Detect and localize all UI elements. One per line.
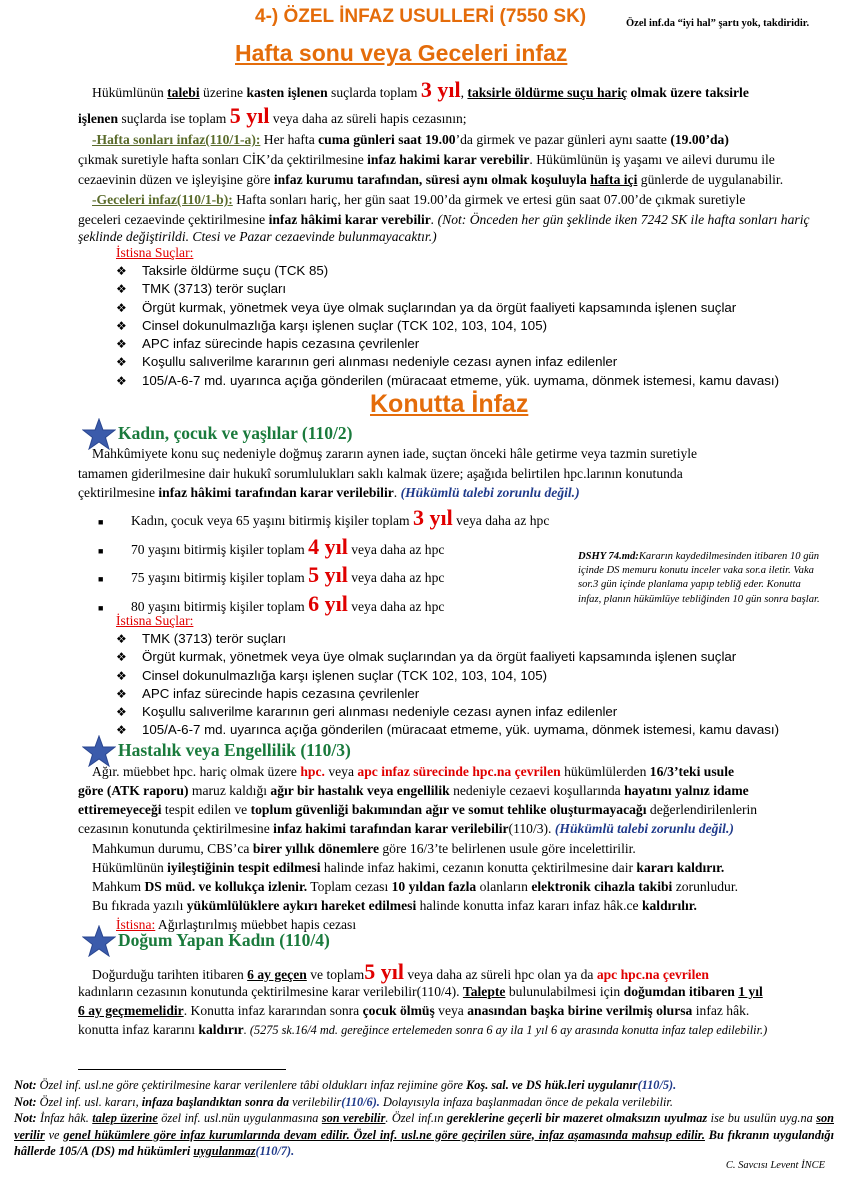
birth-line2: kadınların cezasının konutunda çektirilmesine karar verilebilir(110/4). Talepte bulunulabilmesi için doğumdan itibaren 1 yıl xyxy=(78,984,763,999)
list-item: ❖ Cinsel dokunulmazlığa karşı işlenen suçlar (TCK 102, 103, 104, 105) xyxy=(116,317,548,333)
weekend-rule-line3: cezaevinin düzen ve işleyişine göre infaz kurumu tarafından, süresi aynı olmak koşuluyla hafta içi günlerde de uygulanabilir. xyxy=(78,172,784,187)
illness-line6: Hükümlünün iyileştiğinin tespit edilmesi halinde infaz hakimi, cezanın konutta çektirilmesine dair kararı kaldırır. xyxy=(92,860,725,875)
footnotes xyxy=(14,1077,834,1160)
weekend-rule-line2: çıkmak suretiyle hafta sonları CİK’da çektirilmesine infaz hakimi karar verebilir. Hükümlünün iş yaşamı ve ailevi durumu ile xyxy=(78,152,775,167)
note-3: Not: İnfaz hâk. talep üzerine özel inf. usl.nün uygulanmasına son verebilir. Özel inf.ın gereklerine geçerli bir mazeret olmaksızın uyulmaz ise bu usulün uyg.na son verilir ve genel hükümlere göre infaz kurumlarında devam edilir. Özel inf. usl.ne göre geçirilen süre, infaz aşamasında mahsup edilir. Bu fıkranın uygulandığı hâllerde 105/A (DS) md hükümleri uygulanmaz(110/7). xyxy=(14,1111,835,1158)
weekend-exceptions-list xyxy=(116,262,779,390)
list-item: ❖ Koşullu salıverilme kararının geri alınması nedeniyle cezası aynen infaz edilenler xyxy=(116,354,618,370)
subheading-illness: Hastalık veya Engellilik (110/3) xyxy=(118,740,351,760)
list-item: ❖ APC infaz sürecinde hapis cezasına çevrilenler xyxy=(116,336,420,352)
night-rule-line1: -Geceleri infaz(110/1-b): Hafta sonları hariç, her gün saat 19.00’da girmek ve ertesi gün saat 07.00’de çıkmak suretiyle xyxy=(92,192,746,207)
list-item: ■ 80 yaşını bitirmiş kişiler toplam 6 yıl veya daha az hpc xyxy=(98,591,445,616)
weekend-rule-line1: -Hafta sonları infaz(110/1-a): Her hafta cuma günleri saat 19.00’da girmek ve pazar günleri aynı saatte (19.00’da) xyxy=(92,132,729,147)
list-item: ❖ Koşullu salıverilme kararının geri alınması nedeniyle cezası aynen infaz edilenler xyxy=(116,704,618,720)
illness-line3: ettiremeyeceği tespit edilen ve toplum güvenliği bakımından ağır ve somut tehlike oluşturmayacağı değerlendirilenlerin xyxy=(78,802,758,817)
list-item: ❖ 105/A-6-7 md. uyarınca açığa gönderilen (müracaat etmeme, yük. uymama, dönmek istemesi, kamu davası) xyxy=(116,722,780,738)
list-item: ❖ Cinsel dokunulmazlığa karşı işlenen suçlar (TCK 102, 103, 104, 105) xyxy=(116,667,548,683)
birth-line1: Doğurduğu tarihten itibaren 6 ay geçen ve toplam5 yıl veya daha az süreli hpc olan ya da apc hpc.na çevrilen xyxy=(92,959,709,984)
list-item: ❖ 105/A-6-7 md. uyarınca açığa gönderilen (müracaat etmeme, yük. uymama, dönmek istemesi, kamu davası) xyxy=(116,372,780,388)
illness-line1: Ağır. müebbet hpc. hariç olmak üzere hpc. veya apc infaz sürecinde hpc.na çevrilen hükümlülerden 16/3’teki usule xyxy=(92,764,735,779)
list-item: ❖ Örgüt kurmak, yönetmek veya üye olmak suçlarından ya da örgüt faaliyeti kapsamında işlenen suçlar xyxy=(116,649,737,665)
home-exceptions-label: İstisna Suçlar: xyxy=(116,613,194,628)
header-note: Özel inf.da “iyi hal” şartı yok, takdiridir. xyxy=(626,18,810,29)
sidenote-dshy: DSHY 74.md:Kararın kaydedilmesinden itibaren 10 gün içinde DS memuru konutu inceler vaka sor.a iletir. Vaka sor.3 gün içinde planlama yapıp tebliğ eder. Konutta infaz, planın hükümlüye tebliğinden 10 gün sonra başlar. xyxy=(578,551,820,605)
page-title: 4-) ÖZEL İNFAZ USULLERİ (7550 SK) xyxy=(255,6,587,27)
list-item: ■ Kadın, çocuk veya 65 yaşını bitirmiş kişiler toplam 3 yıl veya daha az hpc xyxy=(98,505,550,530)
subheading-women: Kadın, çocuk ve yaşlılar (110/2) xyxy=(118,423,353,443)
note-1: Not: Özel inf. usl.ne göre çektirilmesine karar verilenlere tâbi oldukları infaz rejimine göre Koş. sal. ve DS hük.leri uygulanır(110/5). xyxy=(14,1078,677,1092)
illness-exception: İstisna: Ağırlaştırılmış müebbet hapis cezası xyxy=(116,917,357,932)
list-item: ■ 75 yaşını bitirmiş kişiler toplam 5 yıl veya daha az hpc xyxy=(98,562,445,587)
list-item: ❖ TMK (3713) terör suçları xyxy=(116,281,287,297)
birth-line4: konutta infaz kararını kaldırır. (5275 sk.16/4 md. gereğince ertelemeden sonra 6 ay ila 1 yıl 6 ay arasında konutta infaz talep edilebilir.) xyxy=(78,1022,768,1037)
subheading-birth: Doğum Yapan Kadın (110/4) xyxy=(118,930,330,950)
illness-line4: cezasının konutunda çektirilmesine infaz hakimi tarafından karar verilebilir(110/3). (Hükümlü talebi zorunlu değil.) xyxy=(78,821,734,836)
women-line2: tamamen giderilmesine dair hukukî sorumlulukları saklı kalmak üzere; aşağıda belirtilen hpc.larının konutunda xyxy=(78,466,683,481)
illness-line2: göre (ATK raporu) maruz kaldığı ağır bir hastalık veya engellilik nedeniyle cezaevi koşullarında hayatını yalnız idame xyxy=(78,783,749,798)
weekend-exceptions-label: İstisna Suçlar: xyxy=(116,245,194,260)
list-item: ■ 70 yaşını bitirmiş kişiler toplam 4 yıl veya daha az hpc xyxy=(98,534,445,559)
illness-line5: Mahkumun durumu, CBS’ca birer yıllık dönemlere göre 16/3’te belirlenen usule göre incelettirilir. xyxy=(92,841,636,856)
section-heading-weekend: Hafta sonu veya Geceleri infaz xyxy=(235,40,568,66)
illness-line8: Bu fıkrada yazılı yükümlülüklere aykırı hareket edilmesi halinde konutta infaz kararı infaz hâk.ce kaldırılır. xyxy=(92,898,697,913)
star-icon xyxy=(82,925,116,957)
list-item: ❖ Taksirle öldürme suçu (TCK 85) xyxy=(116,263,329,278)
list-item: ❖ TMK (3713) terör suçları xyxy=(116,631,287,646)
list-item: ❖ APC infaz sürecinde hapis cezasına çevrilenler xyxy=(116,685,420,701)
section-heading-home: Konutta İnfaz xyxy=(370,390,529,418)
birth-line3: 6 ay geçmemelidir. Konutta infaz kararından sonra çocuk ölmüş veya anasından başka birine verilmiş olursa infaz hâk. xyxy=(78,1003,750,1018)
night-rule-line3: şeklinde değiştirildi. Ctesi ve Pazar cezaevinde bulunmayacaktır.) xyxy=(78,229,437,244)
footnote-divider xyxy=(78,1069,286,1070)
women-line3: çektirilmesine infaz hâkimi tarafından karar verilebilir. (Hükümlü talebi zorunlu değil.) xyxy=(78,485,580,500)
night-rule-line2: geceleri cezaevinde çektirilmesine infaz hâkimi karar verebilir. (Not: Önceden her gün şeklinde iken 7242 SK ile hafta sonları hariç xyxy=(78,212,810,227)
note-2: Not: Özel inf. usl. kararı, infaza başlandıktan sonra da verilebilir(110/6). Dolayısıyla infaza başlanmadan önce de pekala verilebilir. xyxy=(14,1094,673,1109)
illness-line7: Mahkum DS müd. ve kollukça izlenir. Toplam cezası 10 yıldan fazla olanların elektronik cihazla takibi zorunludur. xyxy=(92,879,739,894)
list-item: ❖ Örgüt kurmak, yönetmek veya üye olmak suçlarından ya da örgüt faaliyeti kapsamında işlenen suçlar xyxy=(116,299,737,315)
weekend-intro-line1: Hükümlünün talebi üzerine kasten işlenen suçlarda toplam 3 yıl, taksirle öldürme suçu hariç olmak üzere taksirle xyxy=(92,77,749,102)
home-exceptions-list xyxy=(116,630,779,740)
signature: C. Savcısı Levent İNCE xyxy=(725,1160,825,1171)
weekend-intro-line2: işlenen suçlarda ise toplam 5 yıl veya daha az süreli hapis cezasının; xyxy=(78,103,467,128)
women-line1: Mahkûmiyete konu suç nedeniyle doğmuş zararın aynen iade, suçtan önceki hâle getirme veya tazmin suretiyle xyxy=(92,446,698,461)
